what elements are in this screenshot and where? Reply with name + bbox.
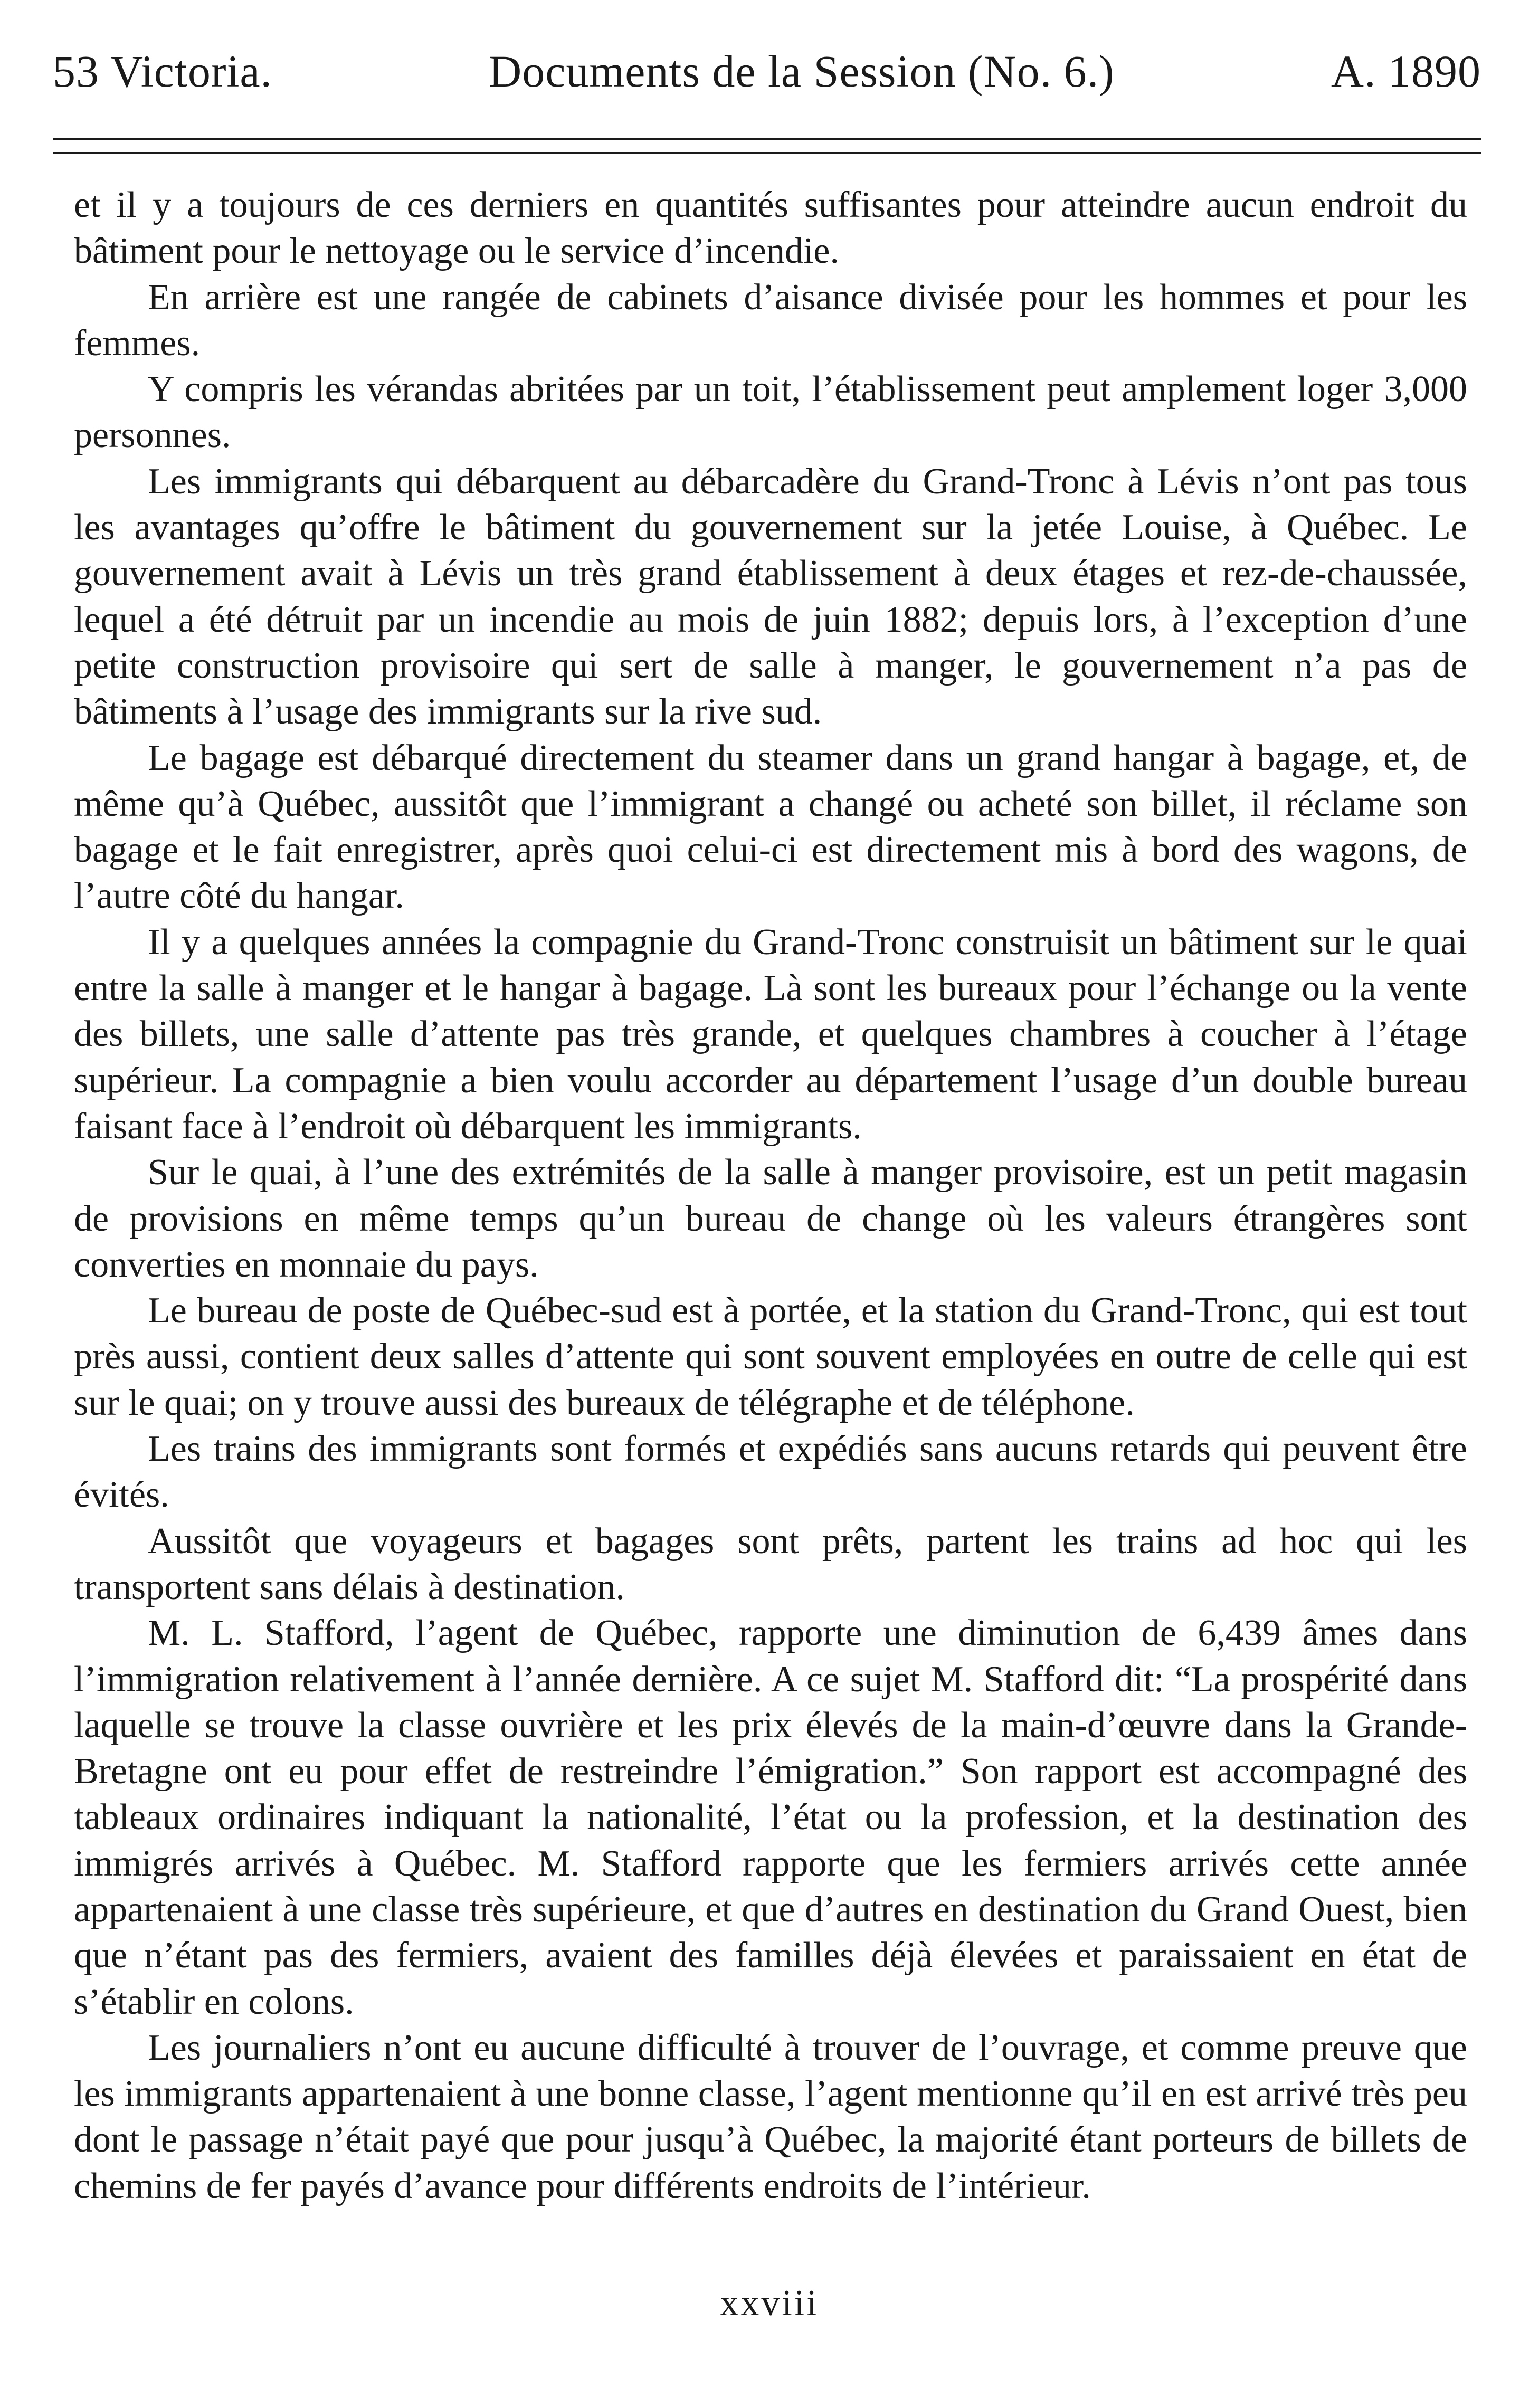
header-double-rule (53, 138, 1481, 154)
paragraph-trains: Les trains des immigrants sont formés et expédiés sans aucuns retards qui peuvent être évités. (74, 1429, 1467, 1516)
paragraph-continuation: et il y a toujours de ces derniers en quantités suffisantes pour atteindre aucun endroit du bâtiment pour le nettoyage ou le service d’incendie. (74, 185, 1467, 272)
paragraph-provisions-store: Sur le quai, à l’une des extrémités de la salle à manger provisoire, est un petit magasin de provisions en même temps qu’un bureau de change où les valeurs étrangères sont converties en monnaie du pays. (74, 1152, 1467, 1285)
running-header (53, 37, 1481, 106)
paragraph-capacity: Y compris les vérandas abritées par un toit, l’établissement peut amplement loger 3,000 personnes. (74, 369, 1467, 456)
paragraph-baggage: Le bagage est débarqué directement du steamer dans un grand hangar à bagage, et, de même qu’à Québec, aussitôt que l’immigrant a changé ou acheté son billet, il réclame son bagage et le fait enregistrer, après quoi celui-ci est directement mis à bord des wagons, de l’autre côté du hangar. (74, 737, 1467, 917)
paragraph-cabinets: En arrière est une rangée de cabinets d’aisance divisée pour les hommes et pour les femmes. (74, 277, 1467, 364)
header-left-regnal-year: 53 Victoria. (53, 46, 273, 97)
paragraph-stafford-report: M. L. Stafford, l’agent de Québec, rapporte une diminution de 6,439 âmes dans l’immigration relativement à l’année dernière. A ce sujet M. Stafford dit: “La prospérité dans laquelle se trouve la classe ouvrière et les prix élevés de la main-d’œuvre dans la Grande-Bretagne ont eu pour effet de restreindre l’émigration.” Son rapport est accompagné des tableaux ordinaires indiquant la nationalité, l’état ou la profession, et la destination des immigrés arrivés à Québec. M. Stafford rapporte que les fermiers arrivés cette année appartenaient à une classe très supérieure, et que d’autres en destination du Grand Ouest, bien que n’étant pas des fermiers, avaient des familles déjà élevées et paraissaient en état de s’établir en colons. (74, 1613, 1467, 2022)
paragraph-grand-trunk-building: Il y a quelques années la compagnie du Grand-Tronc construisit un bâtiment sur le quai entre la salle à manger et le hangar à bagage. Là sont les bureaux pour l’échange ou la vente des billets, une salle d’attente pas très grande, et quelques chambres à coucher à l’étage supérieur. La compagnie a bien voulu accorder au département l’usage d’un double bureau faisant face à l’endroit où débarquent les immigrants. (74, 921, 1467, 1147)
page-number: xxviii (720, 2283, 819, 2324)
header-center-title: Documents de la Session (No. 6.) (489, 46, 1115, 97)
paragraph-levis: Les immigrants qui débarquent au débarcadère du Grand-Tronc à Lévis n’ont pas tous les avantages qu’offre le bâtiment du gouvernement sur la jetée Louise, à Québec. Le gouvernement avait à Lévis un très grand établissement à deux étages et rez-de-chaussée, lequel a été détruit par un incendie au mois de juin 1882; depuis lors, à l’exception d’une petite construction provisoire qui sert de salle à manger, le gouvernement n’a pas de bâtiments à l’usage des immigrants sur la rive sud. (74, 461, 1467, 732)
paragraph-labourers: Les journaliers n’ont eu aucune difficulté à trouver de l’ouvrage, et comme preuve que les immigrants appartenaient à une bonne classe, l’agent mentionne qu’il en est arrivé très peu dont le passage n’était payé que pour jusqu’à Québec, la majorité étant porteurs de billets de chemins de fer payés d’avance pour différents endroits de l’intérieur. (74, 2027, 1467, 2206)
body-text (74, 182, 1467, 2209)
header-right-year: A. 1890 (1331, 46, 1481, 97)
paragraph-ad-hoc-trains: Aussitôt que voyageurs et bagages sont prêts, partent les trains ad hoc qui les transportent sans délais à destination. (74, 1520, 1467, 1607)
paragraph-post-office: Le bureau de poste de Québec-sud est à portée, et la station du Grand-Tronc, qui est tout près aussi, contient deux salles d’attente qui sont souvent employées en outre de celle qui est sur le quai; on y trouve aussi des bureaux de télégraphe et de téléphone. (74, 1290, 1467, 1423)
